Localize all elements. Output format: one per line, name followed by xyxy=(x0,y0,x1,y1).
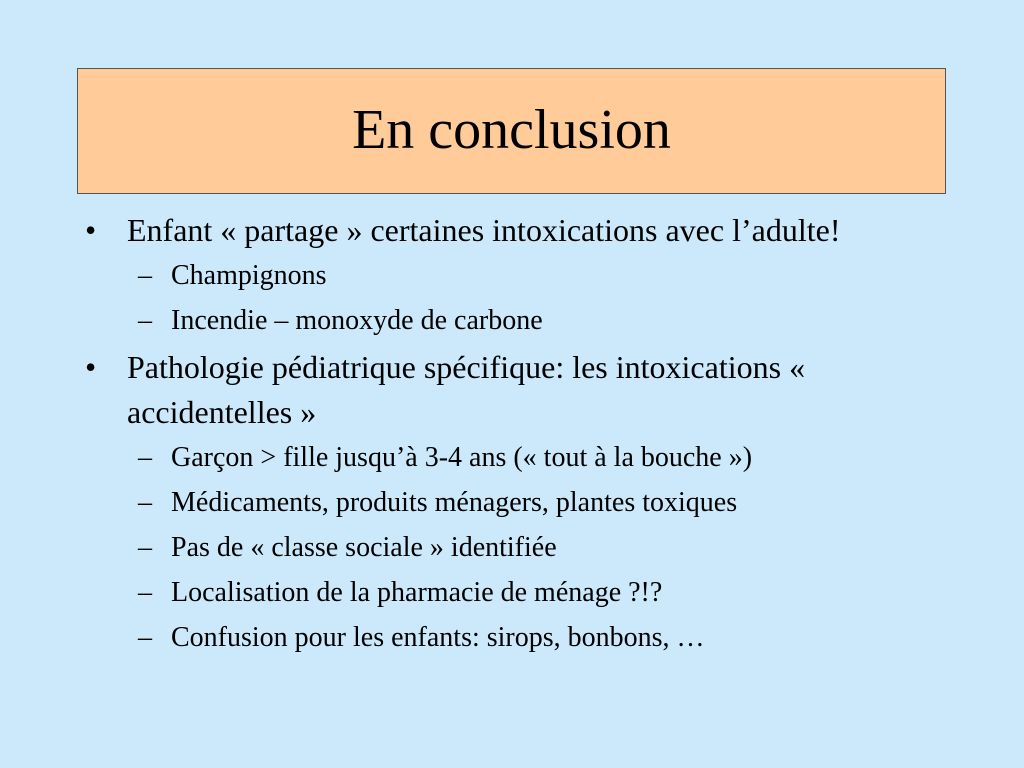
dash-icon: – xyxy=(138,305,152,336)
dash-icon: – xyxy=(138,442,152,473)
sub-bullet-item xyxy=(85,615,915,660)
sub-bullet-text: Incendie – monoxyde de carbone xyxy=(171,305,543,336)
sub-bullet-text: Localisation de la pharmacie de ménage ?!? xyxy=(171,577,663,608)
sub-bullet-item xyxy=(85,253,915,298)
bullet-item xyxy=(85,208,915,253)
bullet-icon: • xyxy=(85,349,97,385)
dash-icon: – xyxy=(138,260,152,291)
sub-bullet-text: Garçon > fille jusqu’à 3-4 ans (« tout à la bouche ») xyxy=(171,442,753,473)
bullet-list xyxy=(85,208,915,660)
sub-bullet-item xyxy=(85,435,915,480)
sub-bullet-text: Médicaments, produits ménagers, plantes toxiques xyxy=(171,487,738,518)
sub-bullet-text: Confusion pour les enfants: sirops, bonbons, … xyxy=(171,622,705,653)
slide-title: En conclusion xyxy=(352,99,671,161)
sub-bullet-item xyxy=(85,480,915,525)
bullet-item xyxy=(85,345,915,435)
sub-bullet-item xyxy=(85,525,915,570)
bullet-text: Enfant « partage » certaines intoxications avec l’adulte! xyxy=(127,212,841,248)
dash-icon: – xyxy=(138,532,152,563)
bullet-text: Pathologie pédiatrique spécifique: les intoxications « accidentelles » xyxy=(127,349,806,430)
sub-bullet-text: Champignons xyxy=(171,260,327,291)
dash-icon: – xyxy=(138,622,152,653)
title-box xyxy=(77,68,946,194)
sub-bullet-item xyxy=(85,570,915,615)
dash-icon: – xyxy=(138,577,152,608)
sub-bullet-text: Pas de « classe sociale » identifiée xyxy=(171,532,557,563)
bullet-icon: • xyxy=(85,212,97,248)
sub-bullet-item xyxy=(85,298,915,343)
dash-icon: – xyxy=(138,487,152,518)
